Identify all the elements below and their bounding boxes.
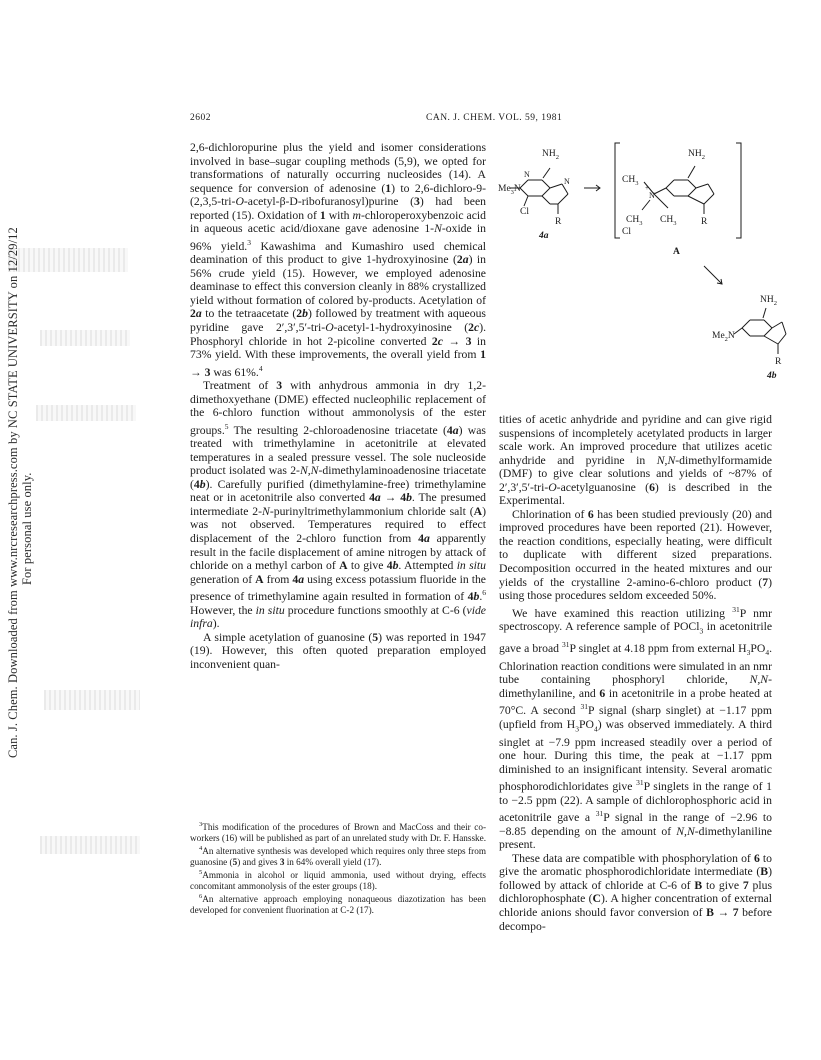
positive-charge-label: +	[645, 184, 649, 192]
amine-label: $NH_2$	[688, 149, 705, 161]
paragraph: We have examined this reaction utilizing $^{31}$P nmr spectroscopy. A reference sample of POCl$_3$ in acetonitrile gave a broad $^{31}$P singlet at 4.18 ppm from external $H_3PO_4$. Chlorination reaction conditions were simulated in an nmr tube containing phosphoryl chloride, N,N-dimethylaniline, and 6 in acetonitrile in a probe heated at 70°C. A second $^{31}$P signal (sharp singlet) at −1.17 ppm (upfield from $H_3PO_4$) was observed immediately. A third singlet at −7.9 ppm increased steadily over a period of one hour. During this time, the peak at −1.17 ppm diminished to an insignificant intensity. Several aromatic phosphorodichloridates give $^{31}$P singlets in the range of 1 to −2.5 ppm (22). A sample of dichlorophosphoric acid in acetonitrile gave a $^{31}$P signal in the range of −2.96 to −8.85 depending on the amount of N,N-dimethylaniline present.	[499, 604, 773, 852]
methyl-label: $CH_3$	[660, 215, 677, 227]
dimethylamine-label: $Me_2N$	[712, 331, 735, 343]
footnotes	[190, 820, 486, 916]
ring-nitrogen-label: N	[524, 170, 530, 179]
intermediate-label-A: A	[673, 247, 680, 257]
running-head: CAN. J. CHEM. VOL. 59, 1981	[426, 113, 563, 123]
structure-A	[642, 166, 714, 214]
reaction-scheme	[498, 138, 788, 410]
methyl-label: $CH_3$	[626, 215, 643, 227]
r-group-label: R	[555, 217, 562, 227]
ammonium-nitrogen-label: N	[649, 191, 655, 200]
scan-smudge	[36, 405, 136, 421]
chloro-label: Cl	[520, 207, 529, 217]
reaction-scheme-drawing	[498, 138, 788, 410]
compound-label-4b: 4b	[767, 371, 777, 381]
paragraph: These data are compatible with phosphorylation of 6 to give the aromatic phosphorodichloridate intermediate (B) followed by attack of chloride at C-6 of B to give 7 plus dichlorophosphate (C). A higher concentration of external chloride anions should favor conversion of B → 7 before decompo-	[499, 851, 773, 933]
ring-nitrogen-label: N	[564, 177, 570, 186]
paragraph: tities of acetic anhydride and pyridine and can give rigid suspensions of incompletely acetylated products in larger scale work. An improved procedure that utilizes acetic anhydride and pyridine in N,N-dimethylformamide (DMF) to give clear solutions and yields of ~87% of 2′,3′,5′-tri-O-acetylguanosine (6) is described in the Experimental.	[499, 413, 772, 508]
footnote: $^3$This modification of the procedures of Brown and MacCoss and their co-workers (16) will be published as part of an unrelated study with Dr. F. Hansske.	[190, 821, 487, 843]
amine-label: $NH_2$	[760, 295, 777, 307]
paragraph: 2,6-dichloropurine plus the yield and isomer considerations involved in base–sugar coupling methods (5,9), we opted for transformations of naturally occurring nucleosides (14). A sequence for conversion of adenosine (1) to 2,6-dichloro-9-(2,3,5-tri-O-acetyl-β-D-ribofuranosyl)purine (3) had been reported (15). Oxidation of 1 with m-chloroperoxybenzoic acid in aqueous acetic acid/dioxane gave adenosine 1-N-oxide in 96% yield.$^3$ Kawashima and Kumashiro used chemical deamination of this product to give 1-hydroxyinosine (2a) in 56% crude yield (15). However, we employed adenosine deaminase to effect this conversion cleanly in 88% crystallized yield without formation of colored by-products. Acetylation of 2a to the tetraacetate (2b) followed by treatment with aqueous pyridine gave 2′,3′,5′-tri-O-acetyl-1-hydroxyinosine (2c). Phosphoryl chloride in hot 2-picoline converted 2c → 3 in 73% yield. With these improvements, the overall yield from 1 → 3 was 61%.$^4$	[190, 141, 487, 379]
download-notice: Can. J. Chem. Downloaded from www.nrcresearchpress.com by NC STATE UNIVERSITY on 12/29/12	[6, 227, 20, 758]
footnote: $^4$An alternative synthesis was developed which requires only three steps from guanosine (5) and gives 3 in 64% overall yield (17).	[190, 845, 486, 867]
chloride-label: Cl	[622, 227, 631, 237]
scan-smudge	[8, 248, 128, 272]
methyl-label: $CH_3$	[622, 175, 639, 187]
footnote: $^5$Ammonia in alcohol or liquid ammonia, used without drying, effects concomitant ammonolysis of the ester groups (18).	[190, 869, 486, 892]
scan-smudge	[40, 330, 130, 346]
left-column	[190, 141, 486, 671]
right-column	[499, 413, 772, 933]
amine-label: $NH_2$	[542, 149, 559, 161]
personal-use-notice: For personal use only.	[20, 472, 34, 585]
bracket-left	[615, 143, 620, 238]
page-number: 2602	[190, 113, 211, 123]
download-notice-strip	[0, 0, 150, 1060]
scan-smudge	[40, 836, 140, 854]
paragraph: Treatment of 3 with anhydrous ammonia in dry 1,2-dimethoxyethane (DME) effected nucleophilic replacement of the 6-chloro function without ammonolysis of the ester groups.$^5$ The resulting 2-chloroadenosine triacetate (4a) was treated with trimethylamine in acetonitrile at elevated temperatures in a sealed pressure vessel. The sole nucleoside product isolated was 2-N,N-dimethylaminoadenosine triacetate (4b). Carefully purified (dimethylamine-free) trimethylamine neat or in acetonitrile also converted 4a → 4b. The presumed intermediate 2-N-purinyltrimethylammonium chloride salt (A) was not observed. Temperatures required to effect displacement of the 2-chloro function from 4a apparently result in the facile displacement of amine nitrogen by attack of chloride on a methyl carbon of A to give 4b. Attempted in situ generation of A from 4a using excess potassium fluoride in the presence of trimethylamine again resulted in formation of 4b.$^6$ However, the in situ procedure functions smoothly at C-6 (vide infra).	[190, 379, 487, 631]
r-group-label: R	[701, 217, 708, 227]
paragraph: Chlorination of 6 has been studied previously (20) and improved procedures have been reported (21). However, the reaction conditions, especially heating, were difficult to duplicate with different sized preparations. Decomposition occurred in the heated mixtures and our yields of the crystalline 2-amino-6-chloro product (7) using those procedures seldom exceeded 50%.	[499, 507, 773, 603]
footnote: $^6$An alternative approach employing nonaqueous diazotization has been developed for convenient fluorination at C-2 (17).	[190, 893, 486, 916]
bracket-right	[736, 143, 741, 238]
reaction-arrow	[704, 266, 722, 284]
r-group-label: R	[775, 357, 782, 367]
scan-smudge	[44, 690, 140, 710]
structure-4b	[734, 308, 786, 354]
page-header	[190, 113, 770, 127]
paragraph: A simple acetylation of guanosine (5) was reported in 1947 (19). However, this often quoted preparation employed inconvenient quan-	[190, 630, 486, 671]
trimethylamine-label: $Me_3N$	[498, 184, 521, 196]
compound-label-4a: 4a	[539, 231, 549, 241]
